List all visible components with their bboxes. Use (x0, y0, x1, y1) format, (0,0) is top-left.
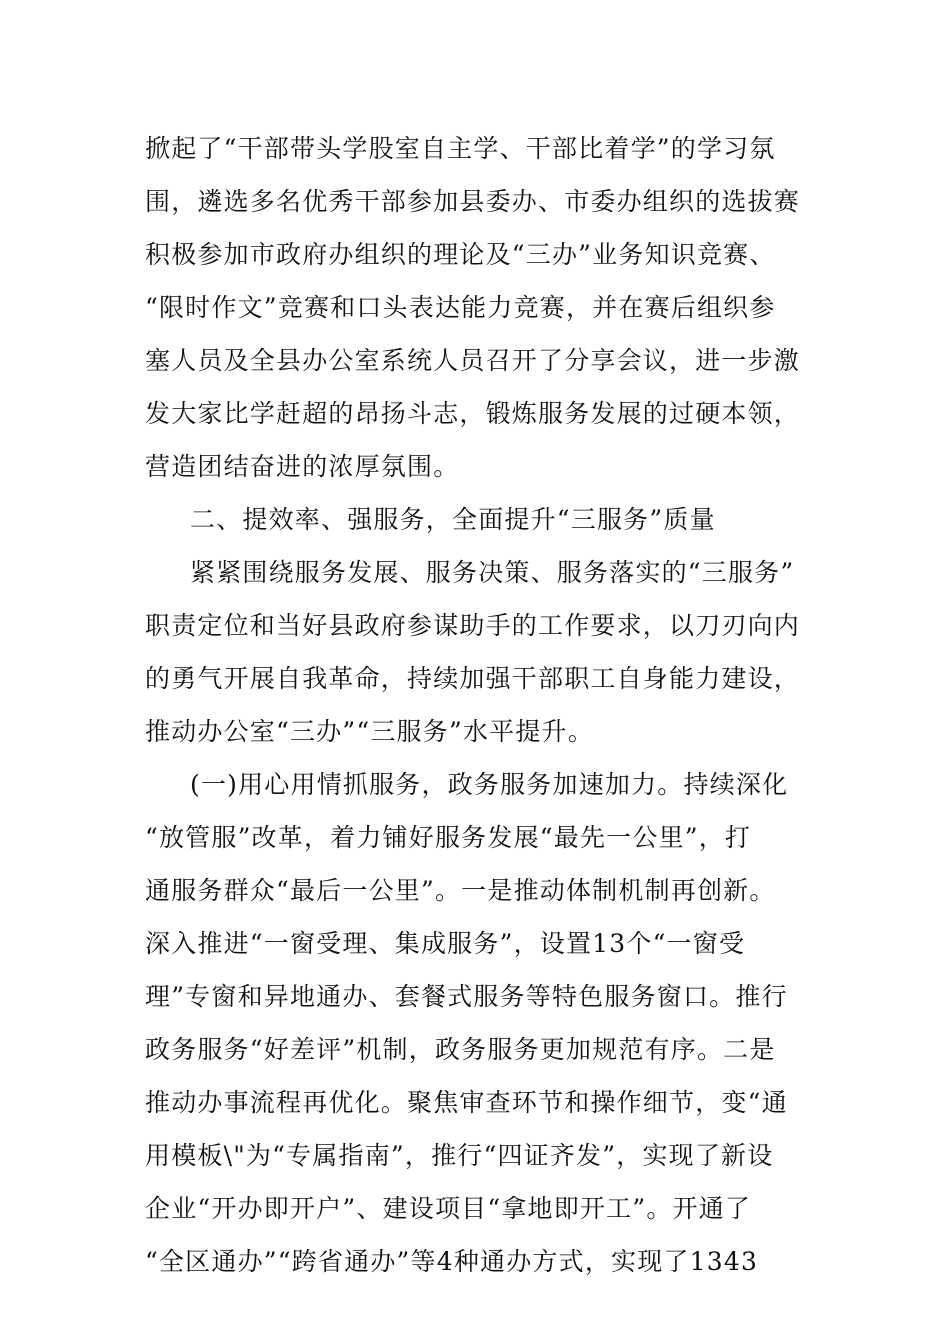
text-line: 企业“开办即开户”、建设项目“拿地即开工”。开通了 (145, 1194, 752, 1223)
text-line: 发大家比学赶超的昂扬斗志，锻炼服务发展的过硬本领， (145, 399, 801, 428)
text-line: “放管服”改革，着力铺好服务发展“最先一公里”，打 (145, 823, 752, 852)
text-line: 积极参加市政府办组织的理论及“三办”业务知识竞赛、 (145, 240, 776, 269)
text-line: 营造团结奋进的浓厚氛围。 (145, 452, 460, 481)
text-line: 职责定位和当好县政府参谋助手的工作要求，以刀刃向内 (145, 611, 801, 640)
section-heading: 二、提效率、强服务，全面提升“三服务”质量 (190, 505, 716, 534)
text-line: 深入推进“一窗受理、集成服务”，设置13个“一窗受 (145, 929, 746, 958)
text-line: 掀起了“干部带头学股室自主学、干部比着学”的学习氛 (145, 134, 776, 163)
text-line: 推动办公室“三办”“三服务”水平提升。 (145, 717, 594, 746)
text-line: 政务服务“好差评”机制，政务服务更加规范有序。二是 (145, 1035, 776, 1064)
text-line: “限时作文”竞赛和口头表达能力竞赛，并在赛后组织参 (145, 293, 776, 322)
text-line: 理”专窗和异地通办、套餐式服务等特色服务窗口。推行 (145, 982, 788, 1011)
subsection-heading: (一)用心用情抓服务，政务服务加速加力。持续深化 (190, 770, 789, 799)
text-line: 通服务群众“最后一公里”。一是推动体制机制再创新。 (145, 876, 776, 905)
text-line: “全区通办”“跨省通办”等4种通办方式，实现了1343 (145, 1247, 759, 1276)
text-line: 用模板\"为“专属指南”，推行“四证齐发”，实现了新设 (145, 1141, 774, 1170)
text-line: 推动办事流程再优化。聚焦审查环节和操作细节，变“通 (145, 1088, 788, 1117)
text-line: 紧紧围绕服务发展、服务决策、服务落实的“三服务” (190, 558, 795, 587)
text-line: 围，遴选多名优秀干部参加县委办、市委办组织的选拔赛 (145, 187, 801, 216)
text-line: 的勇气开展自我革命，持续加强干部职工自身能力建设， (145, 664, 801, 693)
text-line: 塞人员及全县办公室系统人员召开了分享会议，进一步激 (145, 346, 801, 375)
